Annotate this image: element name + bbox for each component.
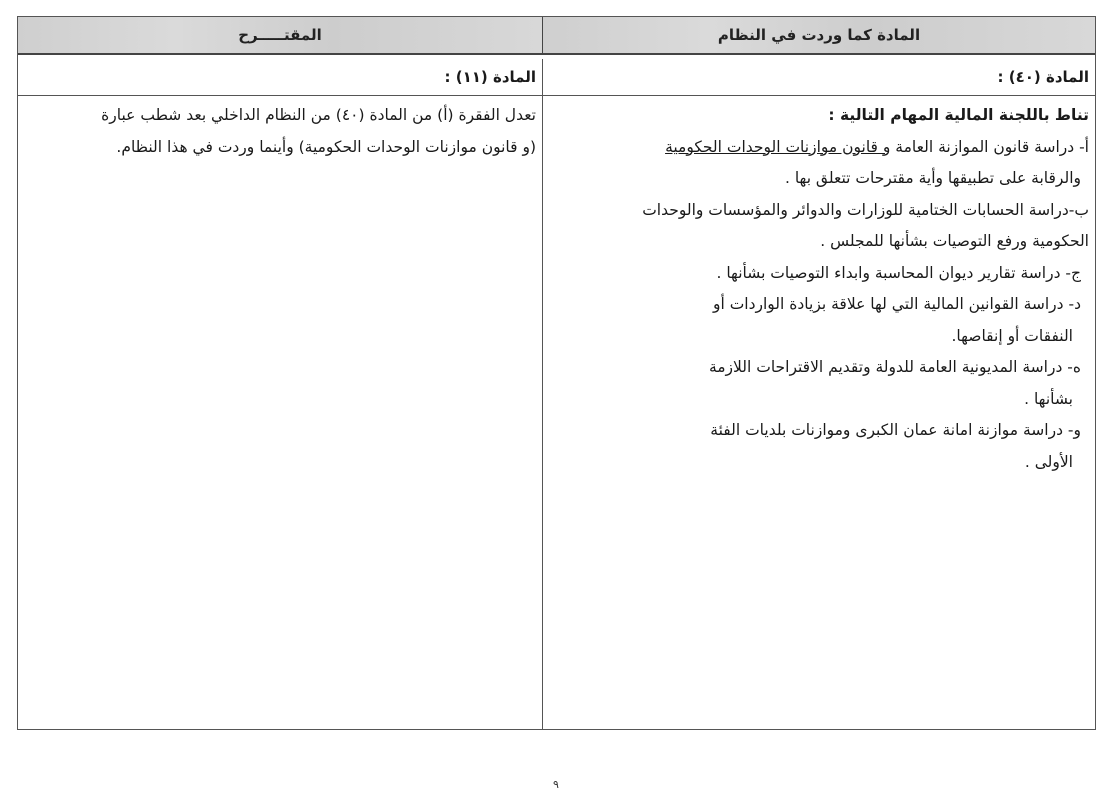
clause-c-line1: ج- دراسة تقارير ديوان المحاسبة وابداء التوصيات بشأنها . xyxy=(716,263,1081,282)
page-number: ٩ xyxy=(553,778,559,791)
intro-line: تناط باللجنة المالية المهام التالية : xyxy=(828,106,1089,124)
proposal-body xyxy=(18,96,542,163)
header-proposal xyxy=(18,17,542,55)
header-original-label: المادة كما وردت في النظام xyxy=(717,26,921,44)
header-proposal-label: المقتـــــرح xyxy=(238,26,322,44)
comparison-table xyxy=(17,16,1096,730)
clause-a-text: أ- دراسة قانون الموازنة العامة xyxy=(890,137,1089,156)
clause-b-line1: ب-دراسة الحسابات الختامية للوزارات والدوائر والمؤسسات والوحدات xyxy=(642,200,1089,219)
clause-b-line2: الحكومية ورفع التوصيات بشأنها للمجلس . xyxy=(820,232,1089,250)
original-article-number: المادة (٤٠) : xyxy=(543,59,1095,96)
original-article-body xyxy=(543,96,1095,478)
clause-f-line1: و- دراسة موازنة امانة عمان الكبرى وموازنات بلديات الفئة xyxy=(710,421,1081,439)
clause-f-line2: الأولى . xyxy=(1024,452,1073,471)
clause-e-line1: ه- دراسة المديونية العامة للدولة وتقديم الاقتراحات اللازمة xyxy=(708,358,1081,376)
proposal-column xyxy=(18,59,542,729)
proposal-article-number: المادة (١١) : xyxy=(18,59,542,96)
clause-a-line1 xyxy=(551,132,1089,164)
clause-e-line2: بشأنها . xyxy=(1024,389,1073,408)
proposal-line1: تعدل الفقرة (أ) من المادة (٤٠) من النظام الداخلي بعد شطب عبارة xyxy=(101,106,536,124)
clause-d-line2: النفقات أو إنقاصها. xyxy=(951,326,1073,345)
clause-a-underlined-phrase: و قانون موازنات الوحدات الحكومية xyxy=(665,137,891,156)
original-article-column xyxy=(542,59,1095,729)
clause-d-line1: د- دراسة القوانين المالية التي لها علاقة بزيادة الواردات أو xyxy=(712,295,1081,313)
proposal-line2: (و قانون موازنات الوحدات الحكومية) وأينما وردت في هذا النظام. xyxy=(116,137,536,156)
clause-a-line2: والرقابة على تطبيقها وأية مقترحات تتعلق بها . xyxy=(784,169,1081,187)
header-original-article xyxy=(542,17,1095,55)
